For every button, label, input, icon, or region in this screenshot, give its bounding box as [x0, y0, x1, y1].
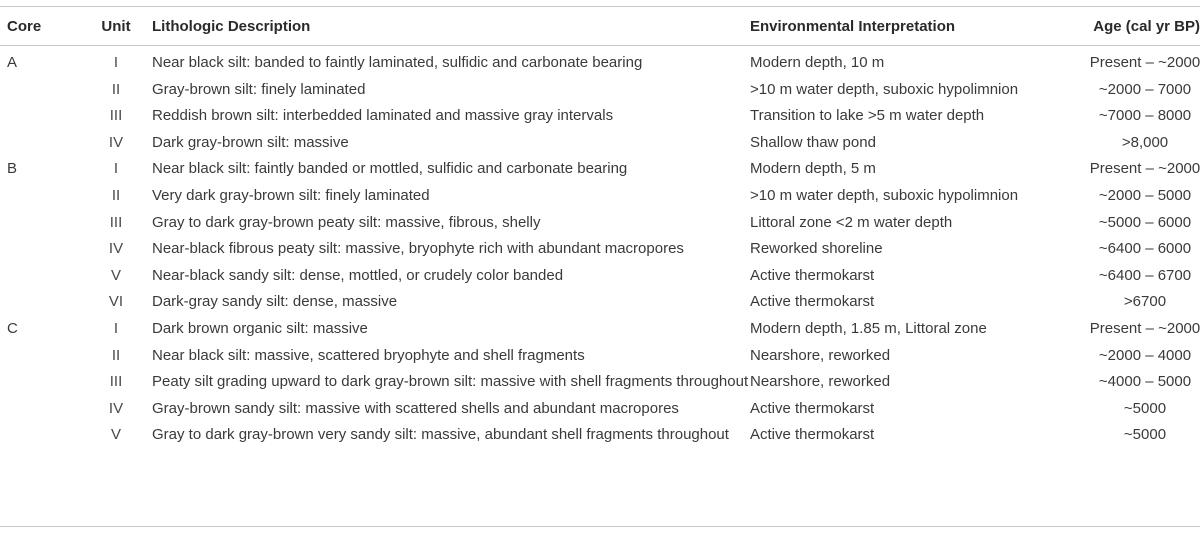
cell-age: ~4000 – 5000 — [1098, 373, 1192, 391]
cell-unit: IV — [108, 399, 124, 417]
cell-unit: III — [109, 107, 123, 125]
cell-core — [0, 132, 80, 159]
cell-description: Peaty silt grading upward to dark gray-brown silt: massive with shell fragments throughout — [152, 373, 749, 391]
cell-core — [0, 185, 80, 212]
table-row — [0, 345, 1200, 372]
cell-age: Present – ~2000 — [1089, 160, 1200, 178]
cell-core — [0, 212, 80, 239]
cell-environment: Reworked shoreline — [750, 240, 883, 258]
cell-age: ~2000 – 7000 — [1098, 80, 1192, 98]
cell-core — [0, 424, 80, 451]
table-row — [0, 132, 1200, 159]
cell-age: ~7000 – 8000 — [1098, 107, 1192, 125]
cell-unit: II — [111, 186, 121, 204]
cell-age: ~2000 – 5000 — [1098, 186, 1192, 204]
cell-environment: Active thermokarst — [750, 426, 875, 444]
cell-unit: II — [111, 80, 121, 98]
cell-core — [0, 238, 80, 265]
cell-description: Near-black sandy silt: dense, mottled, or crudely color banded — [152, 266, 564, 284]
cell-unit: III — [109, 213, 123, 231]
header-core: Core — [7, 17, 42, 35]
header-age: Age (cal yr BP) — [1093, 17, 1200, 35]
cell-age: Present – ~2000 — [1089, 319, 1200, 337]
cell-description: Very dark gray-brown silt: finely laminated — [152, 186, 430, 204]
table-row — [0, 158, 1200, 185]
cell-description: Gray to dark gray-brown peaty silt: massive, fibrous, shelly — [152, 213, 541, 231]
header-unit: Unit — [101, 17, 131, 35]
cell-age: ~5000 – 6000 — [1098, 213, 1192, 231]
cell-environment: Littoral zone <2 m water depth — [750, 213, 953, 231]
cell-description: Reddish brown silt: interbedded laminated and massive gray intervals — [152, 107, 614, 125]
cell-environment: Shallow thaw pond — [750, 133, 876, 151]
table-row — [0, 79, 1200, 106]
table-row — [0, 212, 1200, 239]
cell-description: Dark gray-brown silt: massive — [152, 133, 349, 151]
cell-age: ~5000 — [1123, 426, 1167, 444]
table-row — [0, 318, 1200, 345]
cell-description: Near black silt: massive, scattered bryophyte and shell fragments — [152, 346, 585, 364]
cell-unit: III — [109, 373, 123, 391]
cell-age: Present – ~2000 — [1089, 54, 1200, 71]
table-row — [0, 424, 1200, 451]
cell-environment: Active thermokarst — [750, 293, 875, 311]
cell-environment: Nearshore, reworked — [750, 373, 891, 391]
cell-core: A — [7, 54, 18, 71]
cell-unit: IV — [108, 133, 124, 151]
table-row — [0, 371, 1200, 398]
cell-description: Near black silt: faintly banded or mottled, sulfidic and carbonate bearing — [152, 160, 628, 178]
cell-environment: Modern depth, 5 m — [750, 160, 876, 178]
cell-environment: >10 m water depth, suboxic hypolimnion — [750, 186, 1019, 204]
cell-description: Gray-brown sandy silt: massive with scattered shells and abundant macropores — [152, 399, 679, 417]
cell-description: Near black silt: banded to faintly laminated, sulfidic and carbonate bearing — [152, 54, 643, 71]
bottom-rule — [0, 526, 1200, 527]
cell-description: Near-black fibrous peaty silt: massive, bryophyte rich with abundant macropores — [152, 240, 684, 258]
cell-core — [0, 371, 80, 398]
cell-environment: Nearshore, reworked — [750, 346, 891, 364]
header-environment: Environmental Interpretation — [750, 17, 956, 35]
table-row — [0, 45, 1200, 79]
cell-description: Dark-gray sandy silt: dense, massive — [152, 293, 398, 311]
cell-unit: V — [110, 426, 121, 444]
cell-core — [0, 345, 80, 372]
cell-age: ~5000 — [1123, 399, 1167, 417]
table-row — [0, 265, 1200, 292]
table-row — [0, 398, 1200, 425]
cell-description: Dark brown organic silt: massive — [152, 319, 368, 337]
cell-environment: >10 m water depth, suboxic hypolimnion — [750, 80, 1019, 98]
cell-core: C — [7, 319, 18, 337]
lithology-table — [0, 7, 1200, 451]
cell-age: >8,000 — [1121, 133, 1169, 151]
cell-unit: V — [110, 266, 121, 284]
cell-age: >6700 — [1123, 293, 1167, 311]
cell-age: ~6400 – 6000 — [1098, 240, 1192, 258]
cell-core — [0, 291, 80, 318]
cell-unit: I — [113, 160, 119, 178]
cell-core — [0, 105, 80, 132]
cell-core — [0, 265, 80, 292]
table-row — [0, 238, 1200, 265]
cell-environment: Active thermokarst — [750, 399, 875, 417]
cell-unit: IV — [108, 240, 124, 258]
header-row — [0, 7, 1200, 45]
cell-unit: II — [111, 346, 121, 364]
table-row — [0, 105, 1200, 132]
table-body — [0, 45, 1200, 451]
cell-core — [0, 79, 80, 106]
cell-age: ~2000 – 4000 — [1098, 346, 1192, 364]
cell-description: Gray-brown silt: finely laminated — [152, 80, 366, 98]
header-description: Lithologic Description — [152, 17, 311, 35]
cell-environment: Modern depth, 1.85 m, Littoral zone — [750, 319, 987, 337]
cell-age: ~6400 – 6700 — [1098, 266, 1192, 284]
cell-unit: I — [113, 54, 119, 71]
cell-core — [0, 398, 80, 425]
cell-environment: Modern depth, 10 m — [750, 54, 885, 71]
cell-environment: Transition to lake >5 m water depth — [750, 107, 985, 125]
cell-core: B — [7, 160, 18, 178]
cell-environment: Active thermokarst — [750, 266, 875, 284]
table-row — [0, 185, 1200, 212]
cell-description: Gray to dark gray-brown very sandy silt: massive, abundant shell fragments throughout — [152, 426, 729, 444]
cell-unit: VI — [108, 293, 124, 311]
cell-unit: I — [113, 319, 119, 337]
table-row — [0, 291, 1200, 318]
